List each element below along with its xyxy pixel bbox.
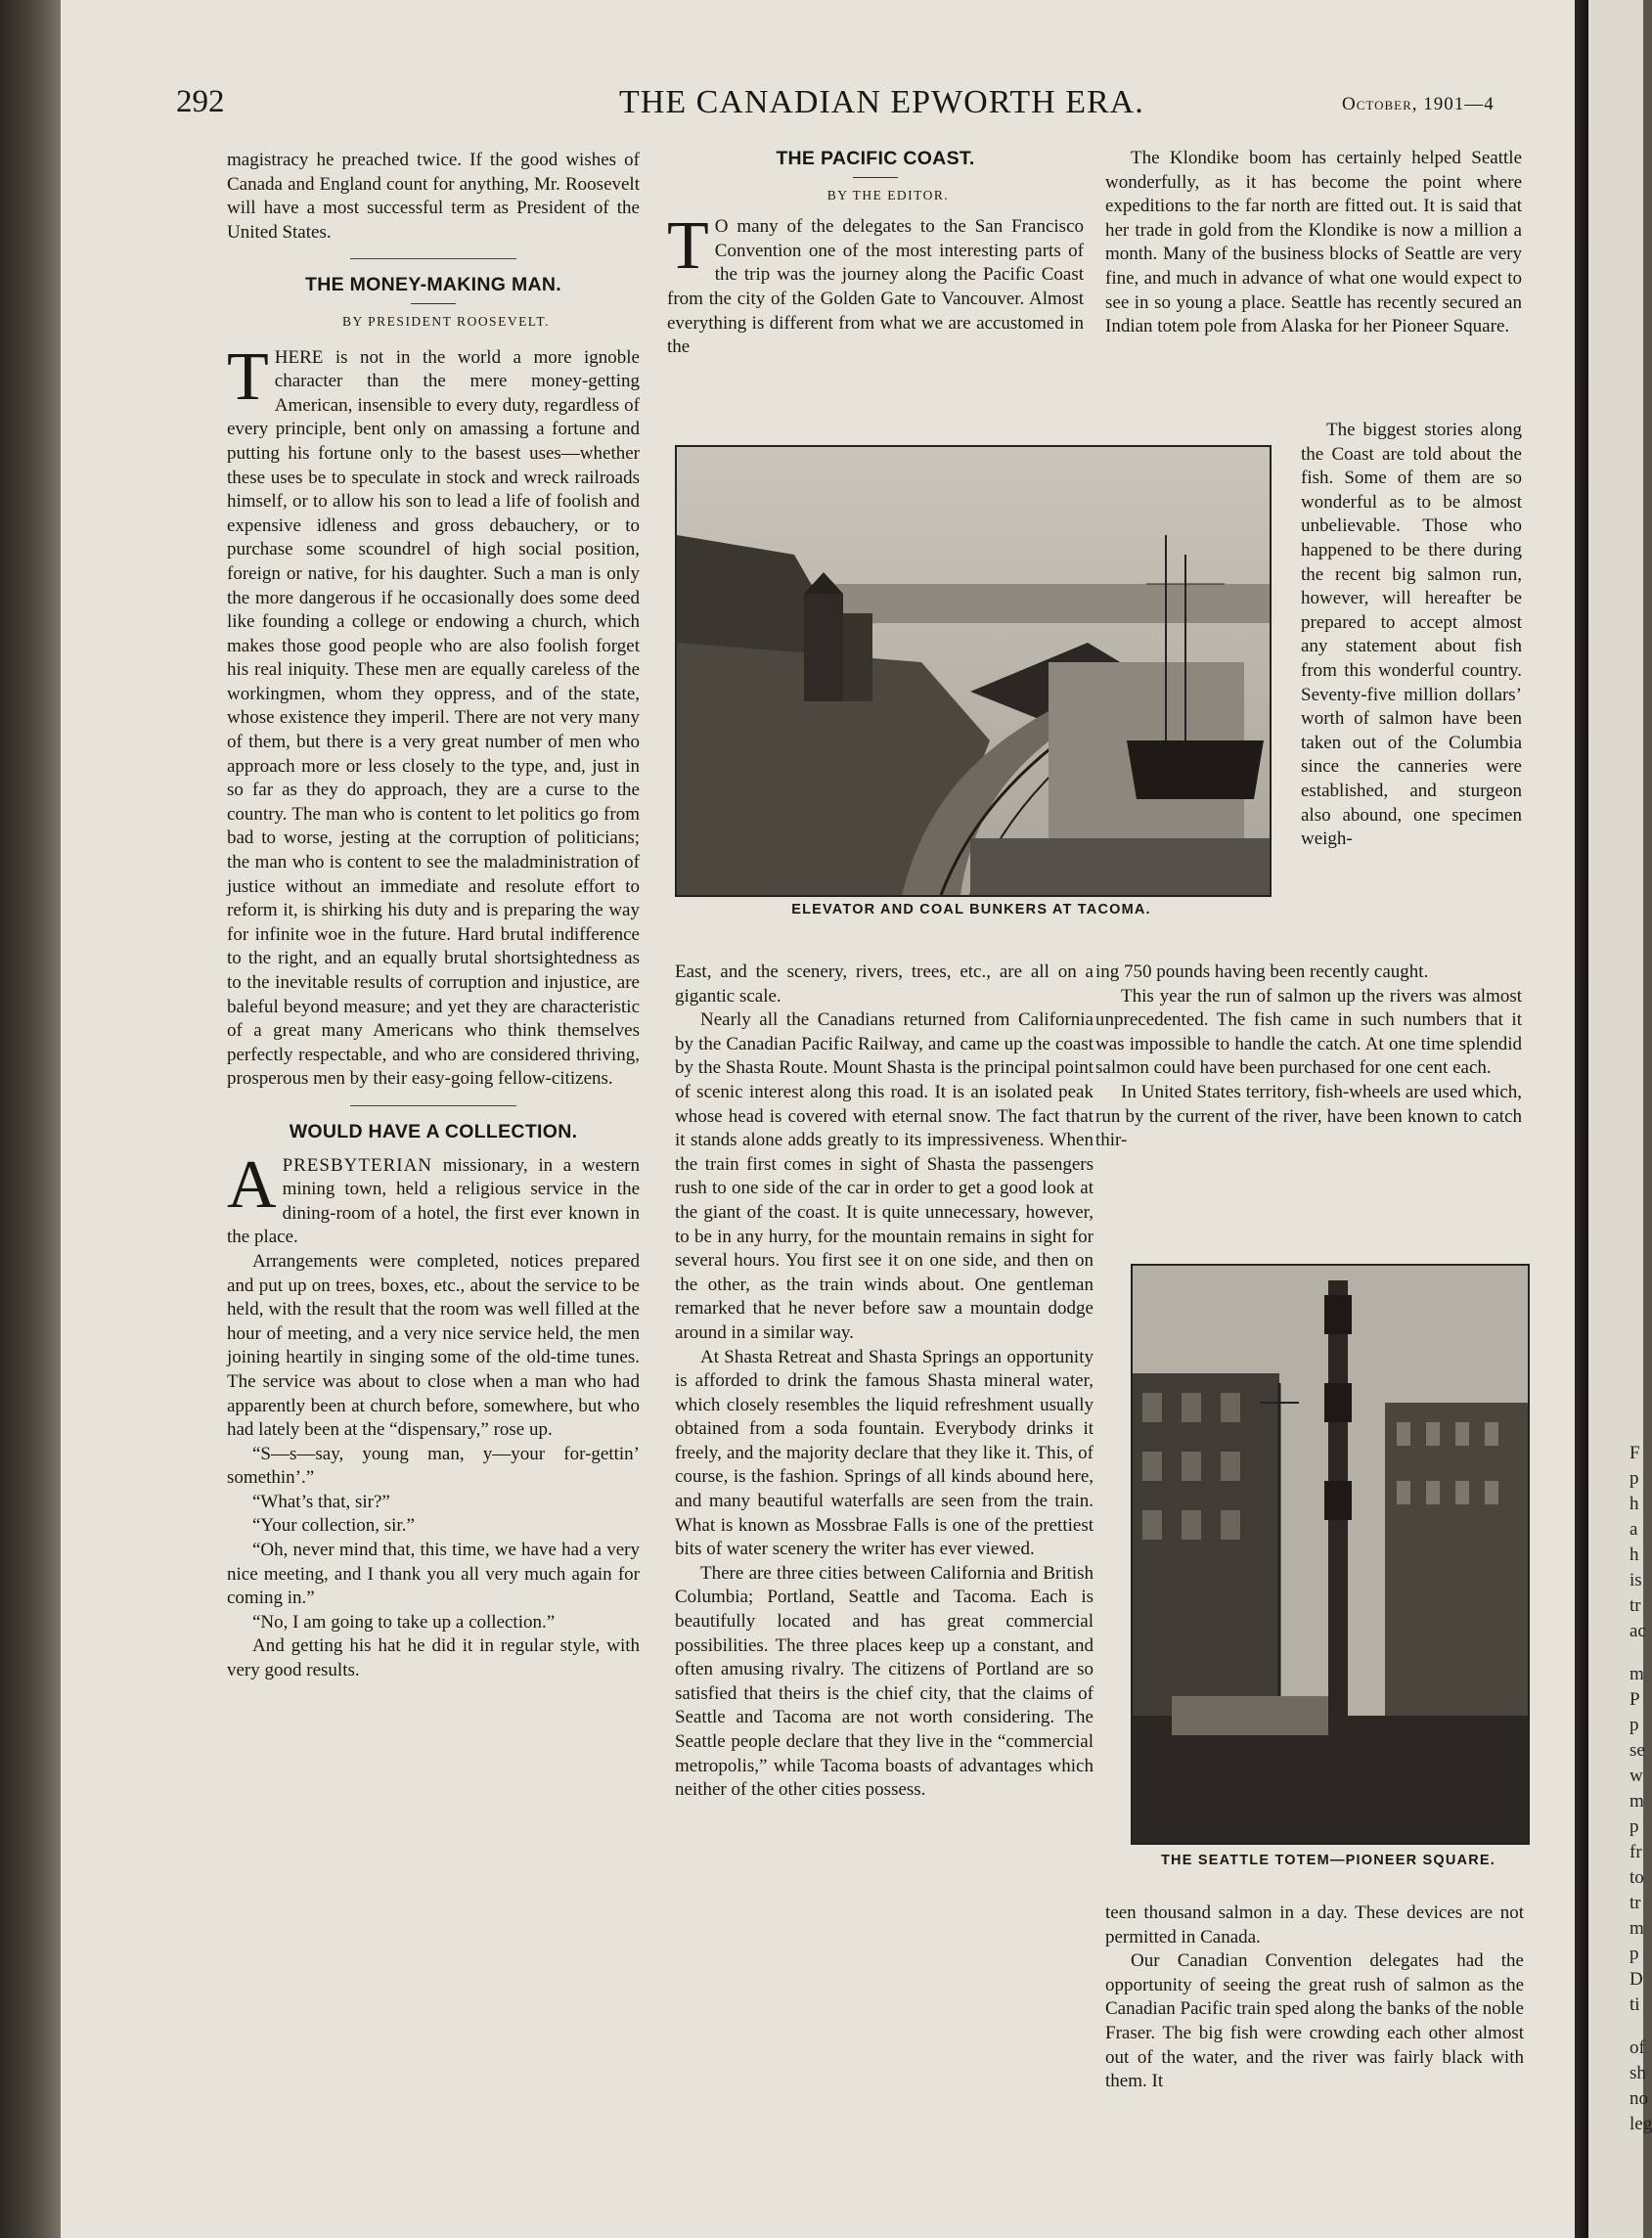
drop-cap: A bbox=[227, 1146, 277, 1223]
divider bbox=[853, 177, 898, 178]
next-page-fragment-text: w bbox=[1630, 1766, 1643, 1786]
lead-word: PRESBYTERIAN bbox=[282, 1154, 433, 1176]
page-edge-shadow bbox=[1575, 0, 1588, 2238]
article-body-collection-p6: “Oh, never mind that, this time, we have had a very nice meeting, and I thank you all very much again for coming in.” bbox=[227, 1540, 640, 1609]
divider bbox=[350, 1105, 516, 1106]
column-3-top bbox=[1105, 147, 1522, 339]
next-page-fragment-text: leg bbox=[1630, 2114, 1652, 2134]
next-page-fragment-text: to bbox=[1630, 1867, 1644, 1888]
pacific-coast-p4: There are three cities between California and British Columbia; Portland, Seattle and Tacoma. Each is beautifully located and has great commercial possibilities. The three places keep up a constant, and often amusing rivalry. The citizens of Portland are so satisfied that theirs is the chief city, that the claims of Seattle and Tacoma are not worth considering. The Seattle people declare that they live in the “commercial metropolis,” while Tacoma boasts of advantages which neither of the other cities possess. bbox=[675, 1562, 1094, 1801]
next-page-fragment-text: p bbox=[1630, 1468, 1639, 1489]
column-1 bbox=[227, 149, 640, 1683]
next-page-fragment-text: tr bbox=[1630, 1595, 1641, 1616]
col3-p4: In United States territory, fish-wheels are used which, run by the current of the river, have been known to catch thir- bbox=[1095, 1081, 1522, 1151]
next-page-fragment-text: m bbox=[1630, 1918, 1644, 1939]
article-byline-roosevelt: BY PRESIDENT ROOSEVELT. bbox=[342, 313, 550, 329]
next-page-fragment-text: ti bbox=[1630, 1994, 1640, 2015]
next-page-fragment-text: ac bbox=[1630, 1621, 1646, 1641]
article-body-collection-p2: Arrangements were completed, notices prepared and put up on trees, boxes, etc., about the service to be held, with the result that the room was well filled at the hour of meeting, and a very nice service held, the men joining heartily in singing some of the old-time tunes. The service was about to close when a man who had apparently been at church before, somewhere, but who had lately been at the “dispensary,” rose up. bbox=[227, 1250, 640, 1441]
page-number: 292 bbox=[176, 84, 225, 119]
article-text: HERE is not in the world a more ignoble character than the mere money-getting American, insensible to every duty, regardless of every principle, bent only on amassing a fortune and putting his fortune only to the basest uses—whether these uses be to speculate in stock and wreck railroads himself, or to allow his son to lead a life of foolish and expensive idleness and gross debauchery, or to purchase some scoundrel of high social position, foreign or native, for his daughter. Such a man is only the more dangerous if he occasionally does some deed like founding a college or endowing a church, which makes those good people who are also foolish forget his real iniquity. These men are equally careless of the workingmen, whom they oppress, and of the state, whose existence they imperil. There are not very many of them, but there is a very great number of men who approach more or less closely to the type, and, just in so far as they do approach, they are a curse to the country. The man who is content to let politics go from bad to worse, jesting at the corruption of politicians; the man who is content to see the maladministration of justice without an immediate and resolute effort to reform it, is shirking his duty and is preparing the way for infinite woe in the future. Hard brutal indifference to the right, and an equally brutal shortsightedness as to the inevitable results of corruption and injustice, are baleful beyond measure; and yet they are characteristic of a great many Americans who think themselves perfectly respectable, and who are considered thriving, prosperous men by their easy-going fellow-citizens. bbox=[227, 346, 640, 1090]
column-3-bottom bbox=[1105, 1902, 1524, 2094]
article-body-collection-p3: “S—s—say, young man, y—your for-gettin’ somethin’.” bbox=[227, 1443, 640, 1489]
caption-tacoma: ELEVATOR AND COAL BUNKERS AT TACOMA. bbox=[791, 902, 1151, 918]
col3-p5: Our Canadian Convention delegates had the opportunity of seeing the great rush of salmon as the Canadian Pacific train sped along the banks of the noble Fraser. The big fish were crowding each other almost out of the water, and the river was fairly black with them. It bbox=[1105, 1950, 1524, 2092]
divider bbox=[350, 258, 516, 259]
divider bbox=[411, 303, 456, 304]
issue-date: October, 1901—4 bbox=[1342, 94, 1495, 114]
next-page-fragment-text: of bbox=[1630, 2037, 1645, 2058]
drop-cap: T bbox=[667, 208, 709, 285]
col3-p1: The Klondike boom has certainly helped Seattle wonderfully, as it has become the point where expeditions to the far north are fitted out. It is said that her trade in gold from the Klondike is now a million a month. Many of the business blocks of Seattle are very fine, and much in advance of what one would expect to see in so young a place. Seattle has recently secured an Indian totem pole from Alaska for her Pioneer Square. bbox=[1105, 148, 1522, 337]
article-body-collection-p1 bbox=[227, 1146, 640, 1250]
tacoma-photo-illustration bbox=[677, 447, 1270, 895]
next-page-fragment-text: no bbox=[1630, 2088, 1648, 2109]
next-page-fragment-text: m bbox=[1630, 1791, 1644, 1812]
column-2-bottom bbox=[675, 961, 1094, 1803]
column-2-top bbox=[667, 147, 1084, 360]
next-page-fragment-text: sh bbox=[1630, 2063, 1646, 2083]
book-gutter bbox=[0, 0, 61, 2238]
next-page-fragment-text: h bbox=[1630, 1544, 1639, 1565]
article-title-pacific-coast: THE PACIFIC COAST. bbox=[776, 148, 975, 169]
next-page-fragment-text: m bbox=[1630, 1664, 1644, 1684]
pacific-coast-p3: At Shasta Retreat and Shasta Springs an opportunity is afforded to drink the famous Shasta mineral water, which closely resembles the liquid refreshment usually obtained from a soda fountain. Everybody drinks it freely, and the majority declare that they like it. This, of course, is the fashion. Springs of all kinds abound here, and many beautiful waterfalls are seen from the train. What is known as Mossbrae Falls is one of the prettiest bits of water scenery the writer has ever viewed. bbox=[675, 1346, 1094, 1560]
photo-tacoma-elevator bbox=[675, 445, 1272, 897]
next-page-fragment-text: tr bbox=[1630, 1893, 1641, 1913]
article-body-collection-p8: And getting his hat he did it in regular style, with very good results. bbox=[227, 1635, 640, 1681]
article-text: missionary, in a western mining town, held a religious service in the dining-room of a hotel, the first ever known in the place. bbox=[227, 1154, 640, 1248]
next-page-fragment-text: fr bbox=[1630, 1842, 1642, 1862]
next-page-fragment-text: a bbox=[1630, 1519, 1638, 1540]
pacific-coast-p2: Nearly all the Canadians returned from California by the Canadian Pacific Railway, and came up the coast by the Shasta Route. Mount Shasta is the principal point of scenic interest along this road. It is an isolated peak whose head is covered with eternal snow. The fact that it stands alone adds greatly to its impressiveness. When the train first comes in sight of Shasta the passengers rush to one side of the car in order to get a good look at the giant of the coast. It is quite unnecessary, however, to be in any hurry, for the mountain remains in sight for several hours. You first see it on one side, and then on the other, as the train winds about. One gentleman remarked that he never before saw a mountain dodge around in a similar way. bbox=[675, 1009, 1094, 1343]
column-3-beside-photo bbox=[1301, 419, 1522, 852]
article-body-collection-p4: “What’s that, sir?” bbox=[252, 1491, 390, 1512]
photo-seattle-totem bbox=[1131, 1264, 1530, 1845]
article-body-collection-p7: “No, I am going to take up a collection.” bbox=[252, 1611, 556, 1633]
article-title-money-making-man: THE MONEY-MAKING MAN. bbox=[305, 274, 561, 296]
next-page-fragment-text: is bbox=[1630, 1570, 1642, 1590]
next-page-fragment-text: F bbox=[1630, 1443, 1640, 1463]
col3-p4-continued: teen thousand salmon in a day. These devices are not permitted in Canada. bbox=[1105, 1902, 1524, 1947]
next-page-fragment-text: p bbox=[1630, 1816, 1639, 1837]
caption-seattle: THE SEATTLE TOTEM—PIONEER SQUARE. bbox=[1161, 1853, 1496, 1868]
seattle-photo-illustration bbox=[1133, 1266, 1528, 1843]
column-3-middle bbox=[1095, 961, 1522, 1153]
drop-cap: T bbox=[227, 338, 269, 415]
pacific-coast-p1-continued: East, and the scenery, rivers, trees, etc., are all on a gigantic scale. bbox=[675, 962, 1094, 1007]
col3-p2-continued: ing 750 pounds having been recently caught. bbox=[1095, 962, 1429, 982]
next-page-fragment bbox=[1588, 0, 1652, 2238]
article-text: O many of the delegates to the San Francisco Convention one of the most interesting parts of the trip was the journey along the Pacific Coast from the city of the Golden Gate to Vancouver. Almost everything is different from what we are accustomed in the bbox=[667, 216, 1084, 358]
article-title-would-have-a-collection: WOULD HAVE A COLLECTION. bbox=[289, 1120, 578, 1142]
next-page-fragment-text: se bbox=[1630, 1740, 1645, 1761]
next-page-fragment-text: D bbox=[1630, 1969, 1643, 1990]
pacific-coast-p1 bbox=[667, 208, 1084, 360]
article-body-money-making-man bbox=[227, 338, 640, 1092]
article-body-collection-p5: “Your collection, sir.” bbox=[252, 1515, 415, 1537]
col3-p3: This year the run of salmon up the rivers was almost unprecedented. The fish came in such numbers that it was impossible to handle the catch. At one time splendid salmon could have been purchased for one cent each. bbox=[1095, 985, 1522, 1079]
column1-intro: magistracy he preached twice. If the good wishes of Canada and England count for anything, Mr. Roosevelt will have a most successful term as President of the United States. bbox=[227, 150, 640, 243]
col3-p2: The biggest stories along the Coast are told about the fish. Some of them are so wonderful as to be almost unbelievable. Those who happened to be there during the recent big salmon run, however, will hereafter be prepared to accept almost any statement about fish from this wonderful country. Seventy-five million dollars’ worth of salmon have been taken out of the Columbia since the canneries were established, and sturgeon also abound, one specimen weigh- bbox=[1301, 420, 1522, 850]
next-page-fragment-text: p bbox=[1630, 1944, 1639, 1964]
next-page-fragment-text: h bbox=[1630, 1494, 1639, 1514]
next-page-fragment-text: P bbox=[1630, 1689, 1640, 1710]
article-byline-editor: BY THE EDITOR. bbox=[826, 187, 950, 202]
next-page-fragment-text: p bbox=[1630, 1715, 1639, 1735]
journal-title: THE CANADIAN EPWORTH ERA. bbox=[619, 84, 1144, 120]
